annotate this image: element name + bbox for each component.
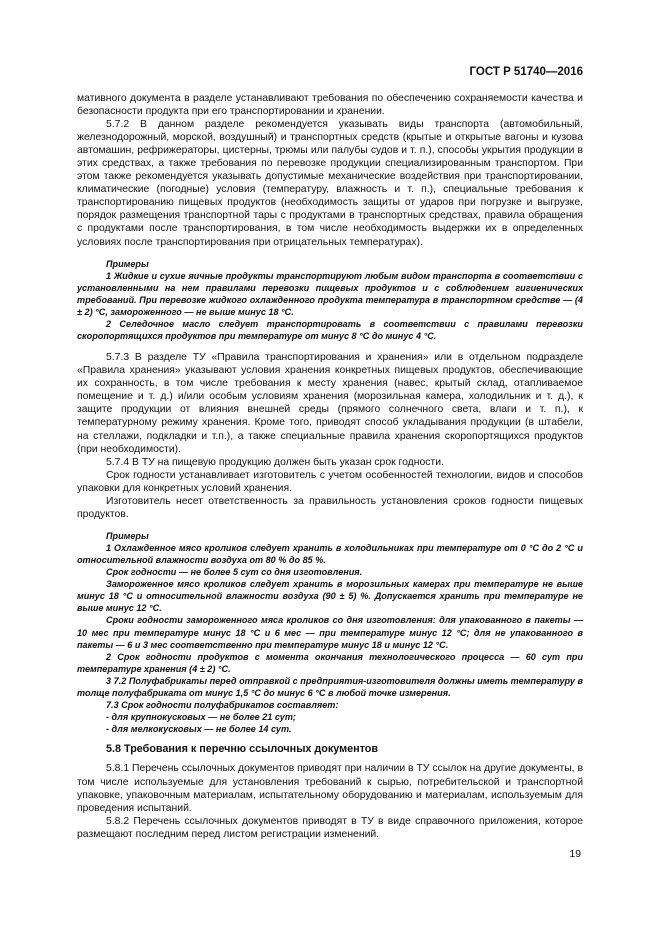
examples-heading: Примеры <box>106 258 149 269</box>
example-item: Замороженное мясо кроликов следует хранить в морозильных камерах при температуре не выше минус 18 °С и относительной влажности воздуха (90 ± 5) %. Допускается хранить при температуре не выше минус 12 °С. <box>77 579 583 614</box>
example-item: Сроки годности замороженного мяса кроликов со дня изготовления: для упакованного в пакеты — 10 мес при температуре минус 18 °С и 6 мес — при температуре минус 12 °С; для не упакованного в пакеты — 6 и 3 мес соответственно при температуре минус 18 и минус 12 °С. <box>77 615 583 650</box>
example-item: 2 Селедочное масло следует транспортировать в соответствии с правилами перевозки скоропортящихся продуктов при температуре от минус 8 °С до минус 4 °С. <box>77 319 583 342</box>
examples-heading: Примеры <box>106 530 149 541</box>
section-heading-5-8: 5.8 Требования к перечню ссылочных документов <box>106 743 379 756</box>
example-item: Срок годности — не более 5 сут со дня изготовления. <box>106 567 363 578</box>
example-item: - для мелкокусковых — не более 14 сут. <box>106 724 292 735</box>
paragraph-continuation: мативного документа в разделе устанавливают требования по обеспечению сохраняемости качества и безопасности продукта при его транспортировании и хранении. <box>77 93 583 118</box>
paragraph-5-8-2: 5.8.2 Перечень ссылочных документов приводят в ТУ в виде справочного приложения, которое размещают последним перед листом регистрации изменений. <box>77 815 583 840</box>
paragraph-5-7-4: 5.7.4 В ТУ на пищевую продукцию должен быть указан срок годности. <box>106 456 444 468</box>
example-item: 3 7.2 Полуфабрикаты перед отправкой с предприятия-изготовителя должны иметь температуру в толще полуфабриката от минус 1,5 °С до минус 6 °С в любой точке измерения. <box>77 675 583 699</box>
document-header: ГОСТ Р 51740—2016 <box>469 66 583 78</box>
page-number: 19 <box>569 849 581 860</box>
paragraph-5-8-1: 5.8.1 Перечень ссылочных документов приводят при наличии в ТУ ссылок на другие документы, в том числе используемые для установления требований к сырью, потребительской и транспортной упаковке, упаковочным материалам, испытательному оборудованию и материалам, используемым для проведения испытаний. <box>77 763 583 814</box>
paragraph-responsibility: Изготовитель несет ответственность за правильность установления сроков годности пищевых продуктов. <box>77 495 583 520</box>
example-item: 2 Срок годности продуктов с момента окончания технологического процесса — 60 сут при температуре хранения (4 ± 2) °С. <box>77 651 583 674</box>
example-item: 1 Жидкие и сухие яичные продукты транспортируют любым видом транспорта в соответствии с установленными на нем правилами перевозки пищевых продуктов и с соблюдением гигиенических требований. При перевозке жидкого охлажденного продукта температура в транспортном средстве — (4 ± 2) °С, замороженного — не выше минус 18 °С. <box>77 270 583 317</box>
paragraph-5-7-3: 5.7.3 В разделе ТУ «Правила транспортирования и хранения» или в отдельном подразделе «Правила хранения» указывают условия хранения конкретных пищевых продуктов, обеспечивающие их сохранность, в том числе требования к месту хранения (навес, крытый склад, отапливаемое помещение и т. д.) и/или особым условиям хранения (морозильная камера, холодильник и т. д.), к защите продукции от влияния внешней среды (прямого солнечного света, влаги и т. п.), к температурному режиму хранения. Кроме того, приводят способ укладывания продукции (в штабели, на стеллажи, подкладки и т.п.), а также специальные правила хранения скоропортящихся продуктов (при необходимости). <box>77 352 583 455</box>
example-item: 1 Охлажденное мясо кроликов следует хранить в холодильниках при температуре от 0 °С до 2 °С и относительной влажности воздуха от 80 % до 85 %. <box>77 542 583 566</box>
example-item: - для крупнокусковых — не более 21 сут; <box>106 712 296 723</box>
paragraph-shelf-life: Срок годности устанавливает изготовитель с учетом особенностей технологии, видов и способов упаковки для конкретных условий хранения. <box>77 469 583 494</box>
example-item: 7.3 Срок годности полуфабрикатов составляет: <box>106 700 339 711</box>
paragraph-5-7-2: 5.7.2 В данном разделе рекомендуется указывать виды транспорта (автомобильный, железнодорожный, морской, воздушный) и транспортных средств (крытые и открытые вагоны и кузова автомашин, рефрижераторы, цистерны, трюмы или палубы судов и т. п.), способы укрытия продукции в этих средствах, а также требования по перевозке продукции специализированным транспортом. При этом также рекомендуется указывать допустимые механические воздействия при транспортировании, климатические (погодные) условия (температуру, влажность и т. п.), специальные требования к транспортированию пищевых продуктов (необходимость защиты от ударов при погрузке и выгрузке, порядок размещения транспортной тары с продуктами в транспортных средствах, правила обращения с продуктами после транспортирования, в том числе необходимость выдержки их в определенных условиях после транспортирования при отрицательных температурах). <box>77 119 583 248</box>
document-body <box>77 92 583 841</box>
